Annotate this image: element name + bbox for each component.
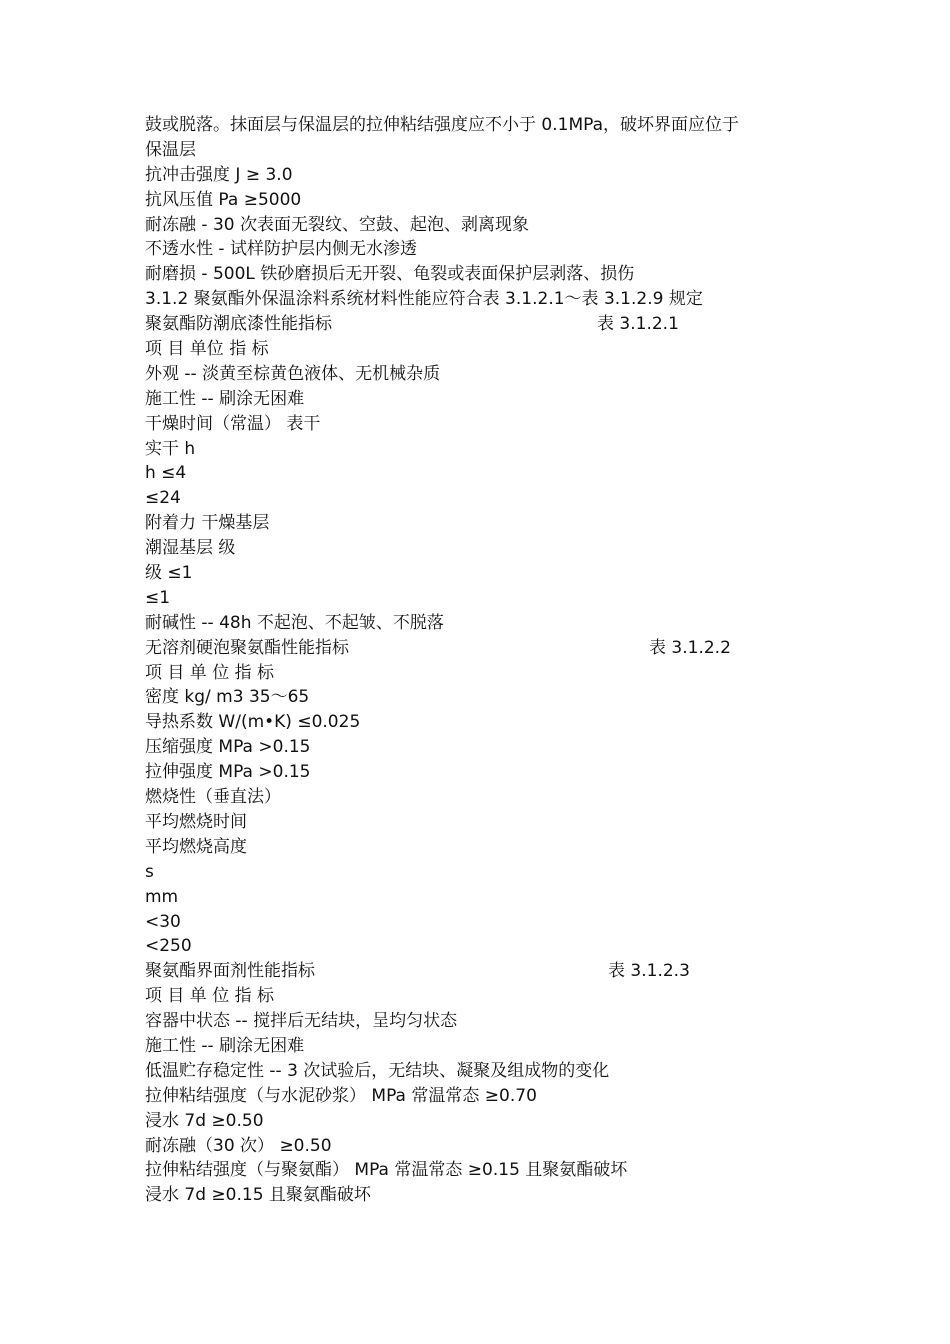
table-row: 拉伸强度 MPa >0.15 <box>145 762 311 783</box>
table-header: 项 目 单位 指 标 <box>145 339 269 360</box>
text-line: 耐冻融 - 30 次表面无裂纹、空鼓、起泡、剥离现象 <box>145 214 529 235</box>
table-row: 平均燃烧时间 <box>145 811 247 832</box>
table-row: <30 <box>145 911 181 932</box>
table-header: 项 目 单 位 指 标 <box>145 662 275 683</box>
text-line: 不透水性 - 试样防护层内侧无水渗透 <box>145 239 417 260</box>
table-row: 附着力 干燥基层 <box>145 513 270 534</box>
table-row: s <box>145 861 154 882</box>
text-line: 鼓或脱落。抹面层与保温层的拉伸粘结强度应不小于 0.1MPa，破坏界面应位于 <box>145 115 740 135</box>
table-row: 压缩强度 MPa >0.15 <box>145 737 311 758</box>
table-caption-3 <box>145 959 825 984</box>
table-row: 级 ≤1 <box>145 563 193 584</box>
table-row: ≤24 <box>145 488 181 509</box>
table-header: 项 目 单 位 指 标 <box>145 986 275 1007</box>
text-line: 保温层 <box>145 139 196 160</box>
table-row: 外观 -- 淡黄至棕黄色液体、无机械杂质 <box>145 363 441 384</box>
text-line: 耐磨损 - 500L 铁砂磨损后无开裂、龟裂或表面保护层剥落、损伤 <box>145 264 635 285</box>
table-row: 实干 h <box>145 438 196 459</box>
table-title: 聚氨酯界面剂性能指标 <box>145 961 315 982</box>
document-body <box>145 113 825 1208</box>
table-row: 潮湿基层 级 <box>145 538 236 559</box>
table-row: 密度 kg/ m3 35～65 <box>145 687 310 708</box>
table-row: 耐冻融（30 次） ≥0.50 <box>145 1135 332 1156</box>
table-row: 干燥时间（常温） 表干 <box>145 413 321 434</box>
table-row: 燃烧性（垂直法） <box>145 787 281 808</box>
text-line: 抗风压值 Pa ≥5000 <box>145 189 302 210</box>
table-row: h ≤4 <box>145 463 187 484</box>
table-row: 容器中状态 -- 搅拌后无结块，呈均匀状态 <box>145 1011 458 1032</box>
table-number: 表 3.1.2.3 <box>608 961 690 982</box>
table-title: 无溶剂硬泡聚氨酯性能指标 <box>145 637 349 658</box>
table-row: 浸水 7d ≥0.15 且聚氨酯破坏 <box>145 1185 371 1206</box>
table-title: 聚氨酯防潮底漆性能指标 <box>145 314 332 335</box>
table-number: 表 3.1.2.2 <box>649 637 731 658</box>
table-row: 导热系数 W/(m•K) ≤0.025 <box>145 712 361 733</box>
table-row: 低温贮存稳定性 -- 3 次试验后，无结块、凝聚及组成物的变化 <box>145 1060 610 1081</box>
table-row: 施工性 -- 刷涂无困难 <box>145 1035 305 1056</box>
table-row: <250 <box>145 936 192 957</box>
table-caption-1 <box>145 312 825 337</box>
table-row: 拉伸粘结强度（与水泥砂浆） MPa 常温常态 ≥0.70 <box>145 1085 537 1106</box>
section-heading: 3.1.2 聚氨酯外保温涂料系统材料性能应符合表 3.1.2.1～表 3.1.2.9 规定 <box>145 289 703 310</box>
table-row: ≤1 <box>145 587 171 608</box>
table-row: 拉伸粘结强度（与聚氨酯） MPa 常温常态 ≥0.15 且聚氨酯破坏 <box>145 1160 628 1181</box>
text-line: 抗冲击强度 J ≥ 3.0 <box>145 164 293 185</box>
table-caption-2 <box>145 636 825 661</box>
table-row: 施工性 -- 刷涂无困难 <box>145 388 305 409</box>
table-row: 浸水 7d ≥0.50 <box>145 1110 264 1131</box>
table-row: 耐碱性 -- 48h 不起泡、不起皱、不脱落 <box>145 612 444 633</box>
table-number: 表 3.1.2.1 <box>597 314 679 335</box>
table-row: 平均燃烧高度 <box>145 836 247 857</box>
table-row: mm <box>145 886 179 907</box>
